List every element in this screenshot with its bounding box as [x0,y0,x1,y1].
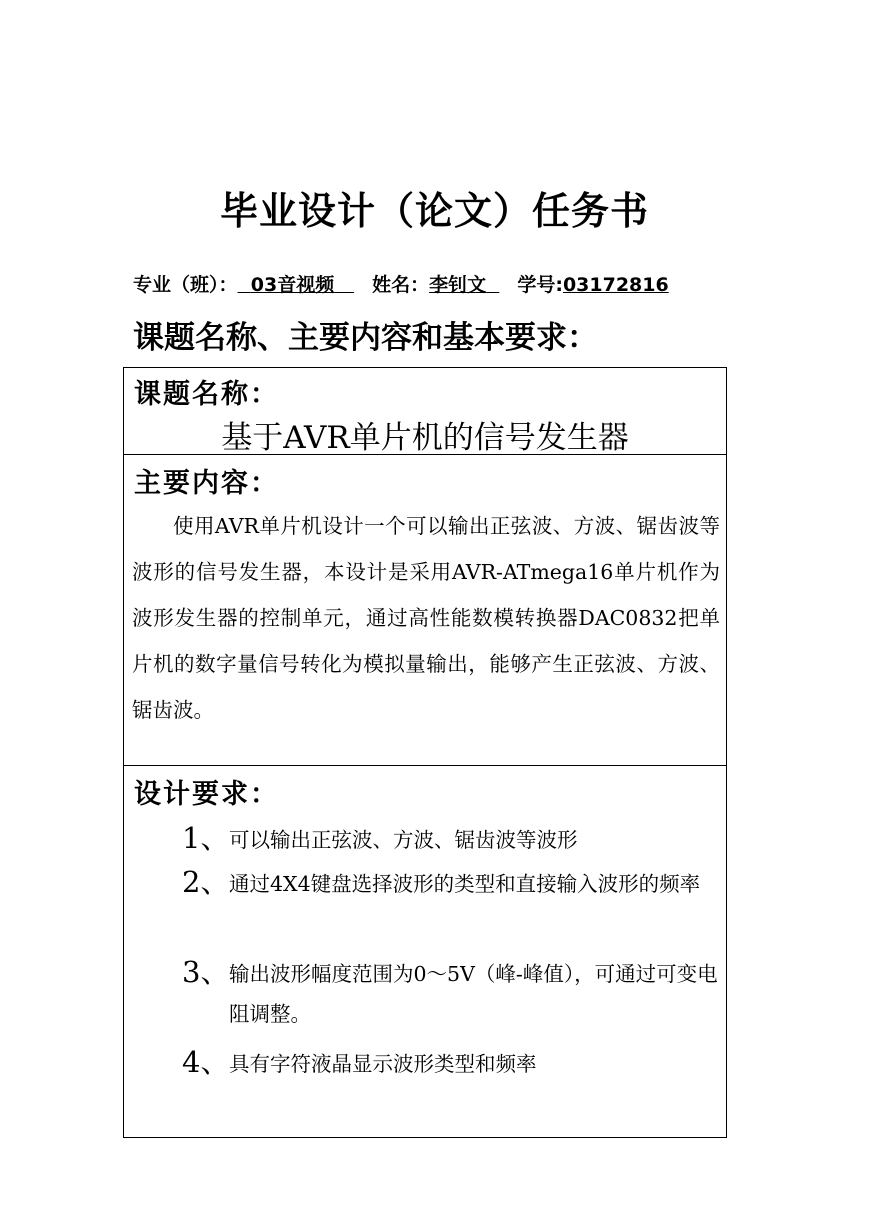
name-value: 李钊文 [429,274,487,296]
requirement-item [182,820,720,860]
requirement-number: 2、 [182,865,230,899]
student-id-value: 03172816 [562,274,669,296]
requirement-text: 通过4X4键盘选择波形的类型和直接输入波形的频率 [229,872,701,896]
requirement-text: 具有字符液晶显示波形类型和频率 [229,1052,537,1076]
requirement-item [182,954,720,1034]
student-id-label: 学号: [517,274,563,296]
content-box [123,454,727,766]
topic-label: 课题名称： [134,379,279,410]
name-label: 姓名： [372,274,430,296]
major-label: 专业（班）： [133,274,238,296]
content-text: 使用AVR单片机设计一个可以输出正弦波、方波、锯齿波等波形的信号发生器，本设计是采用AVR-ATmega16单片机作为波形发生器的控制单元，通过高性能数模转换器DAC0832把单片机的数字量信号转化为模拟量输出，能够产生正弦波、方波、锯齿波。 [132,514,720,722]
requirements-box [123,765,727,1138]
student-info [133,270,669,297]
requirement-item [182,1044,720,1084]
topic-value: 基于AVR单片机的信号发生器 [221,420,629,456]
requirement-number: 4、 [182,1045,230,1079]
requirement-item [182,864,720,904]
requirement-number: 1、 [182,821,230,855]
document-title: 毕业设计（论文）任务书 [219,189,649,233]
requirement-number: 3、 [182,955,230,989]
section-heading: 课题名称、主要内容和基本要求： [133,320,598,356]
content-label: 主要内容： [134,468,279,499]
major-value: 03音视频 [250,274,335,296]
requirements-label: 设计要求： [134,779,279,810]
topic-box [123,367,727,455]
requirement-text: 输出波形幅度范围为0～5V（峰-峰值），可通过可变电阻调整。 [229,962,718,1026]
requirement-text: 可以输出正弦波、方波、锯齿波等波形 [229,828,578,852]
